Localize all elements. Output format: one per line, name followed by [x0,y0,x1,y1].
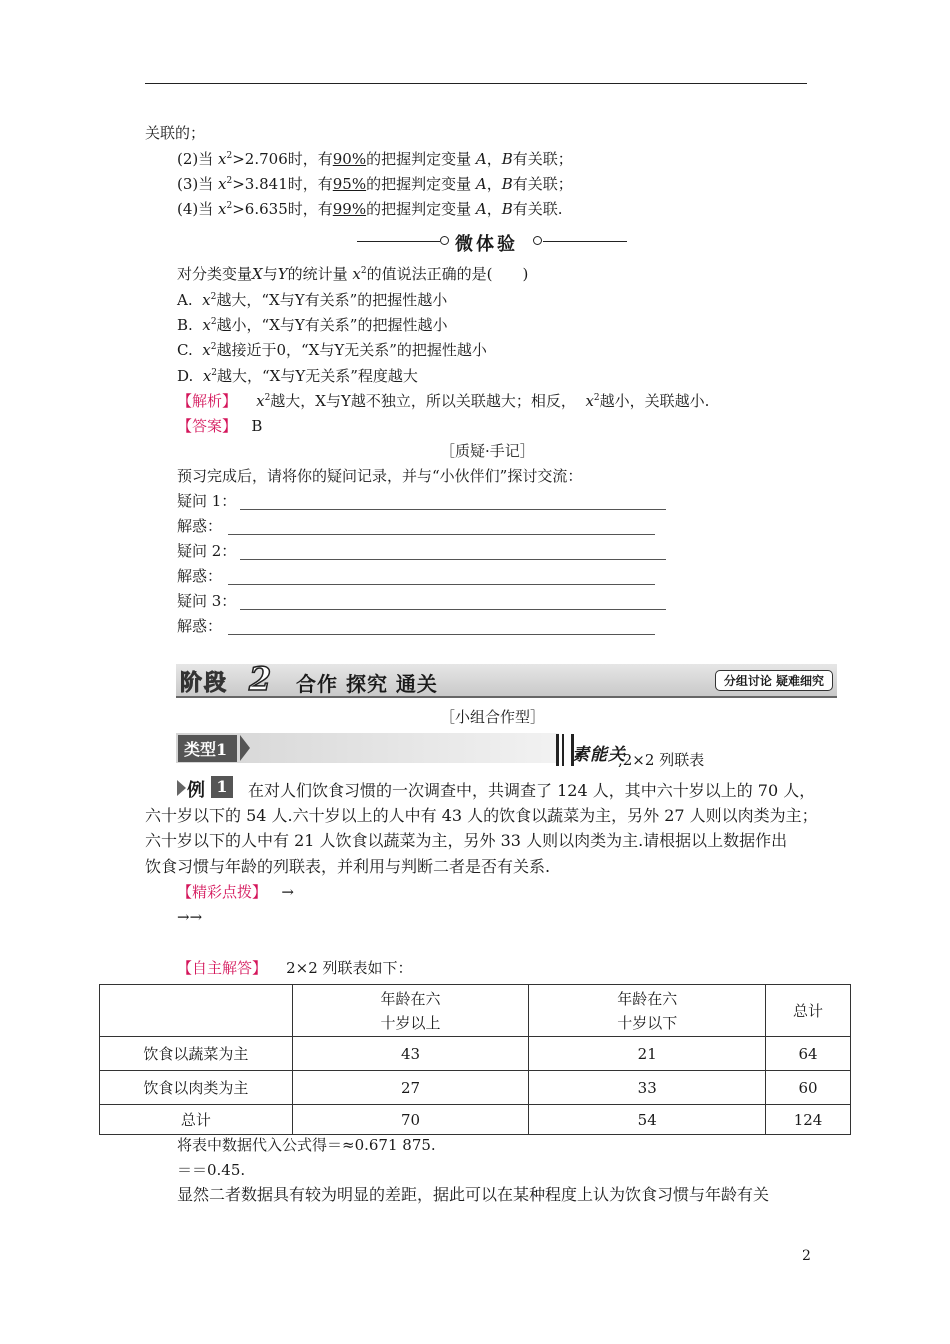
stage-banner [176,660,837,698]
experience-title: 微体验 [455,234,518,255]
formula-line-1: 将表中数据代入公式得＝≈0.671 875. [177,1136,436,1154]
table-header-cell: 年龄在六 十岁以上 [292,985,529,1037]
answer-value: B [251,417,263,435]
table-cell: 33 [529,1071,766,1105]
answer-label: 【答案】 [177,417,238,435]
table-header-row [100,985,851,1037]
note-question-2-line[interactable] [240,559,666,560]
note-answer-2-label: 解惑： [177,567,223,585]
page-number: 2 [802,1248,811,1264]
table-header-cell [100,985,293,1037]
table-cell: 60 [766,1071,851,1105]
solution-line [177,958,413,978]
stage-tag: 分组讨论 疑难细究 [715,670,833,691]
table-header-cell: 年龄在六 十岁以下 [529,985,766,1037]
heading-rule-left [357,241,440,242]
note-answer-2-line[interactable] [228,584,655,585]
experience-heading [357,230,627,254]
table-cell: 饮食以蔬菜为主 [100,1037,293,1071]
highlight-arrows: →→ [177,908,203,926]
table-row [100,1071,851,1105]
criterion-3: (3)当 $x^2>3.841$时，有95%的把握判定变量 A，B有关联； [177,175,573,193]
continuation-text: 关联的； [145,124,206,142]
analysis-line: 【解析】 $x^2$越大，X与Y越不独立，所以关联越大；相反， $x^2$越小，关联越小. [177,392,710,410]
criterion-2: (2)当 $x^2>2.706$时，有90%的把握判定变量 A，B有关联； [177,150,573,168]
header-rule [145,83,807,84]
example-line-1: 在对人们饮食习惯的一次调查中，共调查了 124 人，其中六十岁以上的 70 人， [248,781,816,800]
stage-title: 合作 探究 通关 [296,672,438,696]
solution-text: 2×2 列联表如下： [286,959,413,977]
contingency-table [99,984,851,1135]
note-question-1-label: 疑问 1： [177,492,237,510]
table-cell: 54 [529,1105,766,1135]
example-label: 例 [187,780,205,801]
question-stem: 对分类变量X与Y的统计量 $x^2$的值说法正确的是( ) [177,265,529,283]
table-cell: 27 [292,1071,529,1105]
note-question-3-label: 疑问 3： [177,592,237,610]
table-cell: 总计 [100,1105,293,1135]
type-banner [176,733,559,763]
heading-rule-right [543,241,627,242]
notes-intro: 预习完成后，请将你的疑问记录，并与“小伙伴们”探讨交流： [177,467,583,485]
highlight-label: 【精彩点拨】 [177,883,268,901]
table-row [100,1037,851,1071]
conclusion-line: 显然二者数据具有较为明显的差距，据此可以在某种程度上认为饮食习惯与年龄有关 [177,1185,770,1204]
table-cell: 70 [292,1105,529,1135]
formula-line-2: ＝＝0.45. [177,1161,246,1179]
note-question-3-line[interactable] [240,609,666,610]
note-answer-3-line[interactable] [228,634,655,635]
example-triangle-icon [177,780,186,796]
table-cell: 124 [766,1105,851,1135]
type-topic: ,2×2 列联表 [618,751,705,769]
table-cell: 64 [766,1037,851,1071]
analysis-label: 【解析】 [177,392,238,410]
example-line-2: 六十岁以下的 54 人.六十岁以上的人中有 43 人的饮食以蔬菜为主，另外 27 人则以肉类为主； [145,806,818,825]
option-a: A. $x^2$越大，“X与Y有关系”的把握性越小 [177,291,448,309]
highlight-line [177,882,294,902]
note-question-2-label: 疑问 2： [177,542,237,560]
heading-dot-left [440,236,449,245]
option-c: C. $x^2$越接近于0，“X与Y无关系”的把握性越小 [177,341,487,359]
table-row [100,1105,851,1135]
example-line-3: 六十岁以下的人中有 21 人饮食以蔬菜为主，另外 33 人则以肉类为主.请根据以上数据作出 [145,831,788,850]
example-number: 1 [211,776,233,798]
example-line-4: 饮食习惯与年龄的列联表，并利用与判断二者是否有关系. [145,857,551,876]
note-question-1-line[interactable] [240,509,666,510]
answer-line [177,416,262,436]
note-answer-1-label: 解惑： [177,517,223,535]
suneng-label: 素能关 [572,745,626,765]
table-cell: 21 [529,1037,766,1071]
note-answer-1-line[interactable] [228,534,655,535]
group-header: ［小组合作型］ [440,708,546,726]
type-arrow-icon [240,735,250,761]
arrow-right-icon: → [281,883,294,901]
heading-dot-right [533,236,542,245]
type-label: 类型1 [178,735,237,762]
stage-number: 2 [249,660,272,698]
note-answer-3-label: 解惑： [177,617,223,635]
table-cell: 饮食以肉类为主 [100,1071,293,1105]
stage-label: 阶段 [180,670,229,696]
table-header-cell: 总计 [766,985,851,1037]
table-cell: 43 [292,1037,529,1071]
notes-header: ［质疑·手记］ [440,442,535,460]
option-b: B. $x^2$越小，“X与Y有关系”的把握性越小 [177,316,448,334]
option-d: D. $x^2$越大，“X与Y无关系”程度越大 [177,367,418,385]
solution-label: 【自主解答】 [177,959,268,977]
criterion-4: (4)当 $x^2>6.635$时，有99%的把握判定变量 A，B有关联. [177,200,563,218]
